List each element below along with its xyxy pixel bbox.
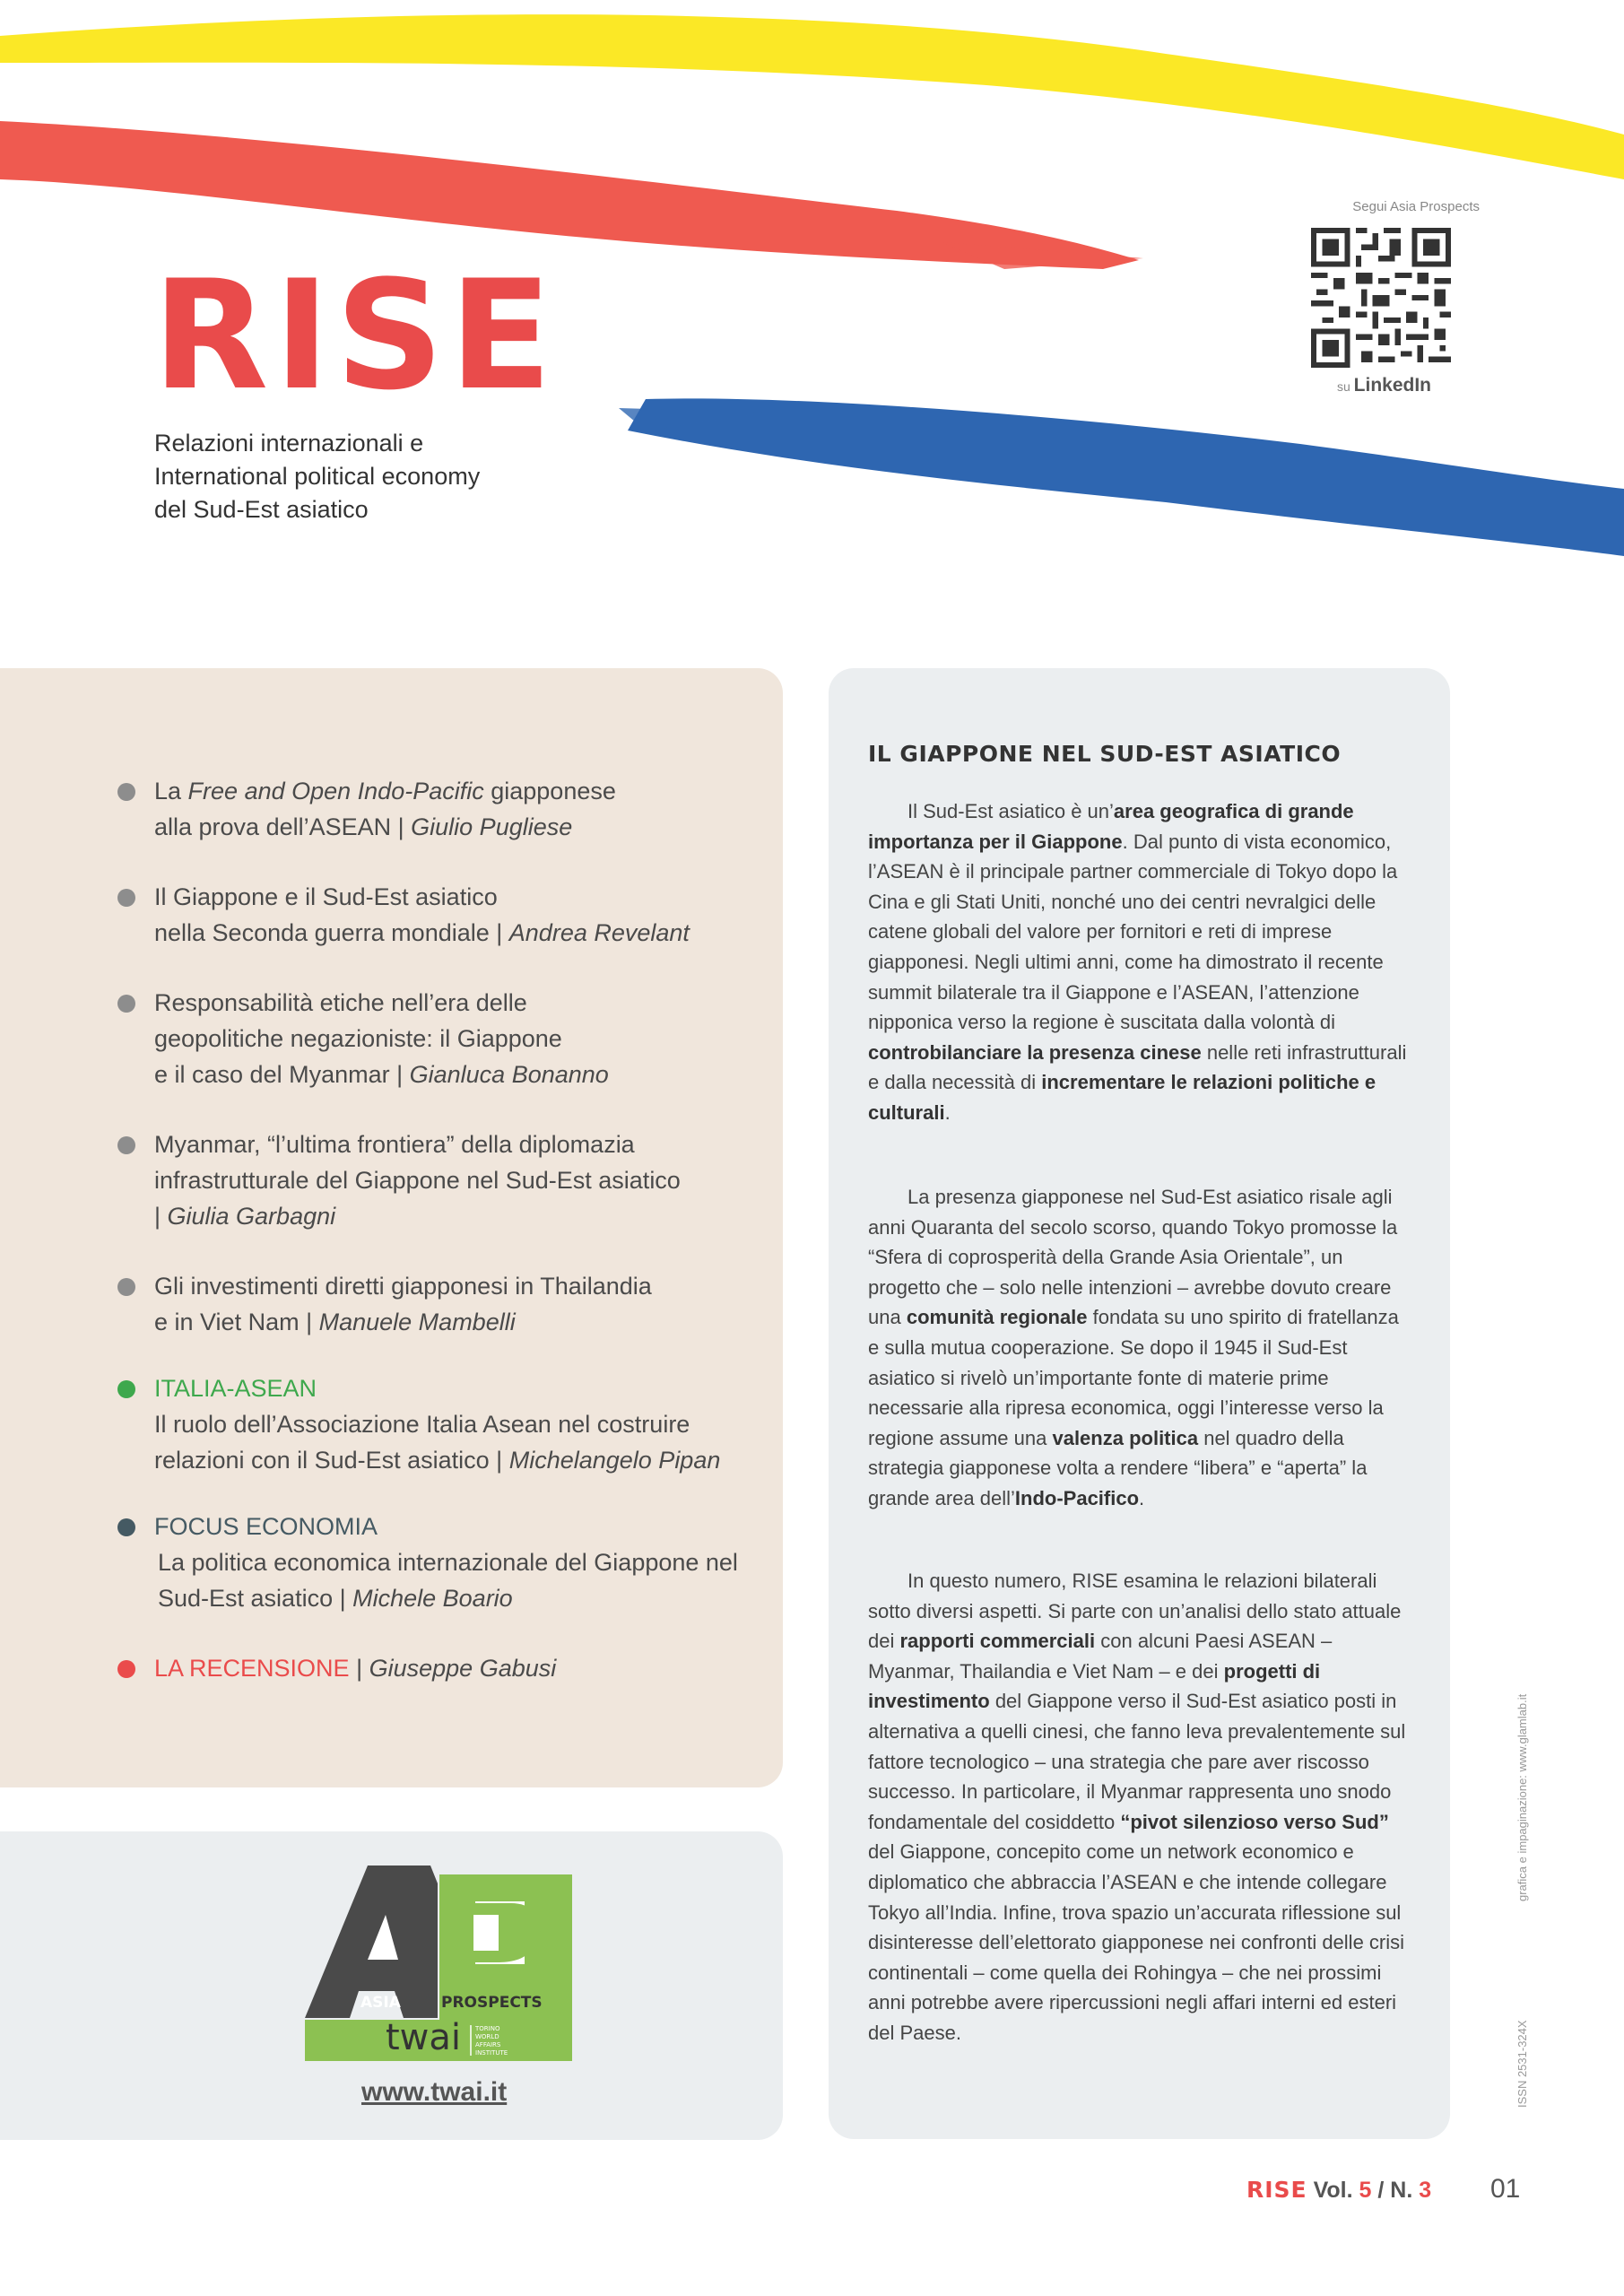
- toc-line: e in Viet Nam | Manuele Mambelli: [154, 1309, 516, 1335]
- toc-item-1[interactable]: [154, 773, 764, 845]
- toc-author: Andrea Revelant: [508, 919, 690, 946]
- toc-line: | Giulia Garbagni: [154, 1203, 336, 1230]
- logo-prospects-text: PROSPECTS: [441, 1994, 543, 2012]
- bullet-icon: [117, 1660, 135, 1678]
- toc-line: La Free and Open Indo-Pacific giapponese: [154, 778, 616, 804]
- toc-line: Gli investimenti diretti giapponesi in Thailandia: [154, 1273, 652, 1300]
- bullet-icon: [117, 783, 135, 801]
- toc-item-4[interactable]: [154, 1126, 764, 1234]
- svg-text:INSTITUTE: INSTITUTE: [475, 2049, 508, 2057]
- toc-author: Giulio Pugliese: [411, 813, 573, 840]
- rise-logo: RISE: [152, 248, 558, 423]
- footer-rise-logo: RISE: [1246, 2177, 1307, 2203]
- toc-section-label: FOCUS ECONOMIA: [154, 1513, 378, 1540]
- toc-item-2[interactable]: [154, 879, 764, 951]
- subtitle-line-1: Relazioni internazionali e: [154, 430, 424, 457]
- svg-text:WORLD: WORLD: [475, 2033, 499, 2040]
- toc-line: LA RECENSIONE | Giuseppe Gabusi: [154, 1655, 557, 1682]
- linkedin-caption: [1282, 375, 1431, 396]
- toc-line: Myanmar, “l’ultima frontiera” della diplomazia: [154, 1131, 635, 1158]
- toc-section-label: LA RECENSIONE: [154, 1655, 350, 1682]
- article-paragraph-2: La presenza giapponese nel Sud-Est asiatico risale agli anni Quaranta del secolo scorso, quando Tokyo promosse la “Sfera di coprosperità della Grande Asia Orientale”, un progetto che – solo nelle intenzioni – avrebbe dovuto creare una comunità regionale fondata su uno spirito di fratellanza e sulla mutua cooperazione. Se dopo il 1945 il Sud-Est asiatico si rivelò un’importante fonte di materie prime necessarie alla ripresa economica, oggi l’interesse verso la regione assume una valenza politica nel quadro della strategia giapponese volta a rendere “libera” e “aperta” la grande area dell’Indo-Pacifico.: [868, 1186, 1399, 1509]
- logo-asia-text: ASIA: [360, 1994, 401, 2012]
- toc-author: Michele Boario: [352, 1585, 513, 1612]
- journal-subtitle: [154, 427, 621, 526]
- blue-stroke: [628, 398, 1624, 556]
- page-number: 01: [1490, 2174, 1521, 2204]
- twai-url-link[interactable]: www.twai.it: [361, 2077, 508, 2107]
- toc-author: Manuele Mambelli: [318, 1309, 516, 1335]
- toc-item-italia-asean[interactable]: [154, 1370, 764, 1478]
- bullet-icon: [117, 995, 135, 1013]
- linkedin-prefix: su: [1336, 379, 1350, 394]
- bullet-icon: [117, 1380, 135, 1398]
- linkedin-label[interactable]: LinkedIn: [1353, 375, 1431, 396]
- toc-line: Responsabilità etiche nell’era delle: [154, 989, 527, 1016]
- article-paragraph-1: Il Sud-Est asiatico è un’area geografica di grande importanza per il Giappone. Dal punto di vista economico, l’ASEAN è il principale partner commerciale di Tokyo dopo la Cina e gli Stati Uniti, nonché uno dei centri nevralgici delle catene globali del valore per fornitori e reti di imprese giapponesi. Negli ultimi anni, come ha dimostrato il recente summit bilaterale tra il Giappone e l’ASEAN, l’attenzione nipponica verso la regione è suscitata dalla volontà di controbilanciare la presenza cinese nelle reti infrastrutturali e dalla necessità di incrementare le relazioni politiche e culturali.: [868, 800, 1407, 1124]
- logo-twai-text: twai: [386, 2017, 462, 2058]
- qr-code-icon[interactable]: [1311, 228, 1451, 368]
- toc-line: Il ruolo dell’Associazione Italia Asean nel costruire: [154, 1411, 690, 1438]
- toc-line: Il Giappone e il Sud-Est asiatico: [154, 883, 498, 910]
- toc-line: geopolitiche negazioniste: il Giappone: [154, 1025, 562, 1052]
- design-credit: grafica e impaginazione: www.glamlab.it: [1515, 1693, 1529, 1901]
- toc-item-3[interactable]: [154, 985, 764, 1092]
- toc-author: Giuseppe Gabusi: [369, 1655, 557, 1682]
- toc-item-5[interactable]: [154, 1268, 764, 1340]
- toc-author: Michelangelo Pipan: [508, 1447, 721, 1474]
- toc-item-recensione[interactable]: [154, 1650, 764, 1686]
- toc-line: Sud-Est asiatico | Michele Boario: [158, 1585, 513, 1612]
- issn-number: ISSN 2531-324X: [1515, 2020, 1529, 2108]
- toc-line: La politica economica internazionale del Giappone nel: [158, 1549, 738, 1576]
- toc-section-label: ITALIA-ASEAN: [154, 1375, 317, 1402]
- toc-line: infrastrutturale del Giappone nel Sud-Est asiatico: [154, 1167, 681, 1194]
- bullet-icon: [117, 1136, 135, 1154]
- toc-author: Gianluca Bonanno: [409, 1061, 609, 1088]
- article-title: IL GIAPPONE NEL SUD-EST ASIATICO: [868, 741, 1342, 767]
- bullet-icon: [117, 1518, 135, 1536]
- svg-text:TORINO: TORINO: [475, 2025, 500, 2032]
- subtitle-line-3: del Sud-Est asiatico: [154, 496, 369, 523]
- asia-prospects-logo[interactable]: [305, 1866, 574, 2063]
- bullet-icon: [117, 889, 135, 907]
- toc-item-focus-economia[interactable]: [154, 1509, 764, 1616]
- subtitle-line-2: International political economy: [154, 463, 481, 490]
- toc-line: nella Seconda guerra mondiale | Andrea Revelant: [154, 919, 690, 946]
- toc-line: e il caso del Myanmar | Gianluca Bonanno: [154, 1061, 609, 1088]
- svg-text:AFFAIRS: AFFAIRS: [475, 2041, 501, 2048]
- toc-author: Giulia Garbagni: [167, 1203, 336, 1230]
- toc-line: alla prova dell’ASEAN | Giulio Pugliese: [154, 813, 573, 840]
- article-paragraph-3: In questo numero, RISE esamina le relazioni bilaterali sotto diversi aspetti. Si parte con un’analisi dello stato attuale dei rapporti commerciali con alcuni Paesi ASEAN – Myanmar, Thailandia e Viet Nam – e dei progetti di investimento del Giappone verso il Sud-Est asiatico posti in alternativa a quelli cinesi, che fanno leva prevalentemente sul fattore tecnologico – una strategia che pare aver riscosso successo. In particolare, il Myanmar rappresenta uno snodo fondamentale del cosiddetto “pivot silenzioso verso Sud” del Giappone, concepito come un network economico e diplomatico che abbraccia l’ASEAN e che intende collegare Tokyo all’India. Infine, trova spazio un’accurata riflessione sul disinteresse dell’elettorato giapponese nei confronti delle crisi continentali – come quella dei Rohingya – che nei prossimi anni potrebbe avere ripercussioni negli affari interni ed esteri del Paese.: [868, 1570, 1406, 2044]
- bullet-icon: [117, 1278, 135, 1296]
- toc-line: relazioni con il Sud-Est asiatico | Michelangelo Pipan: [154, 1447, 721, 1474]
- qr-label: Segui Asia Prospects: [1352, 199, 1480, 214]
- footer-issue: RISE Vol. 5 / N. 3: [1246, 2177, 1432, 2203]
